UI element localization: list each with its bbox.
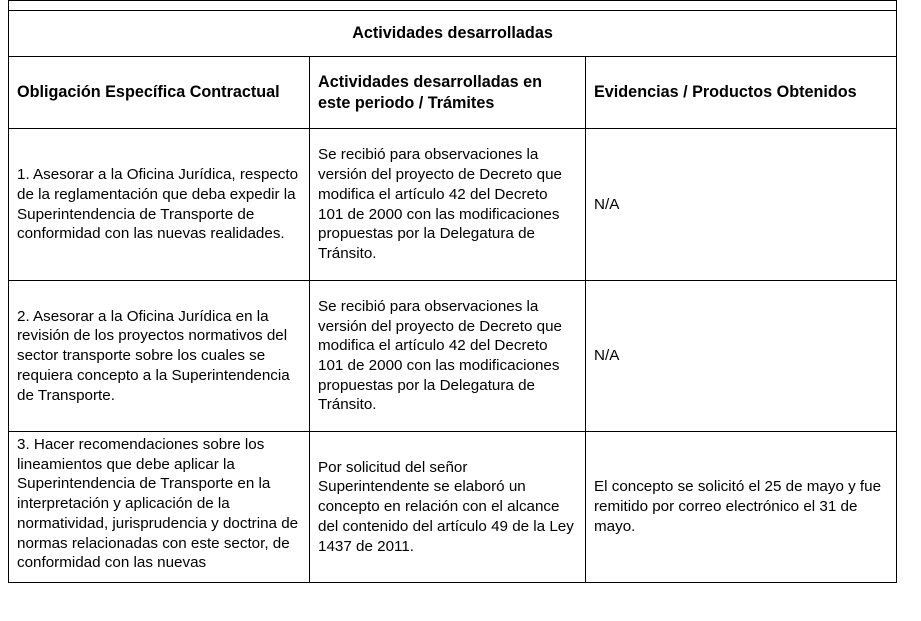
header-activities: Actividades desarrolladas en este periodo / Trámites (310, 57, 586, 129)
activities-table (8, 0, 897, 583)
header-row (9, 57, 897, 129)
row3-activities: Por solicitud del señor Superintendente se elaboró un concepto en relación con el alcance del contenido del artículo 49 de la Ley 1437 de 2011. (310, 432, 586, 583)
title-row (9, 11, 897, 57)
row1-obligation: 1. Asesorar a la Oficina Jurídica, respecto de la reglamentación que deba expedir la Superintendencia de Transporte de conformidad con las nuevas realidades. (9, 129, 310, 281)
header-obligation: Obligación Específica Contractual (9, 57, 310, 129)
top-border-row (9, 1, 897, 11)
row1-activities: Se recibió para observaciones la versión del proyecto de Decreto que modifica el artículo 42 del Decreto 101 de 2000 con las modificaciones propuestas por la Delegatura de Tránsito. (310, 129, 586, 281)
table-title: Actividades desarrolladas (9, 11, 897, 57)
row3-obligation: 3. Hacer recomendaciones sobre los lineamientos que debe aplicar la Superintendencia de Transporte en la interpretación y aplicación de la normatividad, jurisprudencia y doctrina de normas relacionadas con este sector, de conformidad con las nuevas (17, 436, 299, 572)
row2-evidence: N/A (586, 281, 897, 432)
top-border-cell (9, 1, 897, 11)
row2-obligation: 2. Asesorar a la Oficina Jurídica en la revisión de los proyectos normativos del sector transporte sobre los cuales se requiera concepto a la Superintendencia de Transporte. (9, 281, 310, 432)
table-row (9, 432, 897, 583)
table-row (9, 281, 897, 432)
row3-evidence: El concepto se solicitó el 25 de mayo y fue remitido por correo electrónico el 31 de mayo. (586, 432, 897, 583)
row1-evidence: N/A (586, 129, 897, 281)
row3-obligation-cell (9, 432, 310, 583)
table-row (9, 129, 897, 281)
header-evidence: Evidencias / Productos Obtenidos (586, 57, 897, 129)
row2-activities: Se recibió para observaciones la versión del proyecto de Decreto que modifica el artículo 42 del Decreto 101 de 2000 con las modificaciones propuestas por la Delegatura de Tránsito. (310, 281, 586, 432)
